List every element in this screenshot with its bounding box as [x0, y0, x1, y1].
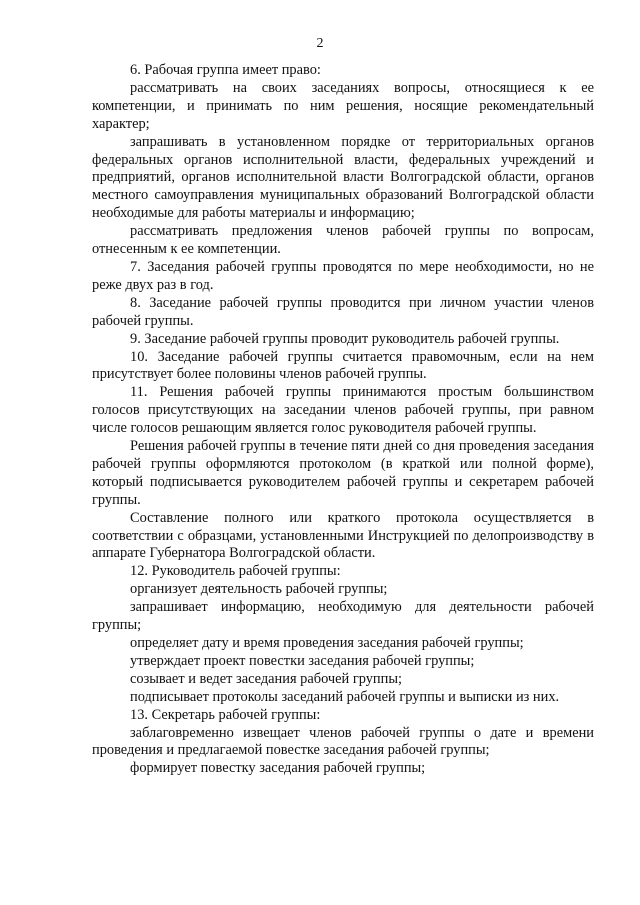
paragraph-item-13-heading: 13. Секретарь рабочей группы:	[130, 706, 321, 723]
paragraph-item-9: 9. Заседание рабочей группы проводит руководитель рабочей группы.	[130, 330, 560, 347]
paragraph-item-11: 11. Решения рабочей группы принимаются простым большинством голосов присутствующих на заседании членов рабочей группы, при равном числе голосов решающим является голос руководителя рабочей группы.	[92, 384, 594, 437]
paragraph-protocol: Составление полного или краткого протокола осуществляется в соответствии с образцами, установленными Инструкцией по делопроизводству в аппарате Губернатора Волгоградской области.	[92, 509, 594, 562]
paragraph-item-12-organizes: организует деятельность рабочей группы;	[130, 581, 388, 598]
paragraph-item-8: 8. Заседание рабочей группы проводится при личном участии членов рабочей группы.	[92, 294, 594, 329]
paragraph-item-13-forms: формирует повестку заседания рабочей группы;	[130, 760, 426, 777]
page-number: 2	[316, 36, 324, 51]
paragraph-item-12-convenes: созывает и ведет заседания рабочей группы;	[130, 670, 402, 687]
paragraph-decisions: Решения рабочей группы в течение пяти дней со дня проведения заседания рабочей группы оформляются протоколом (в краткой или полной форме), который подписывается руководителем рабочей группы и секретарем рабочей группы.	[92, 438, 594, 508]
paragraph-item-12-agenda: утверждает проект повестки заседания рабочей группы;	[130, 652, 475, 669]
paragraph-item-13-notifies: заблаговременно извещает членов рабочей группы о дате и времени проведения и предлагаемой повестке заседания рабочей группы;	[92, 724, 594, 759]
document-body	[92, 62, 594, 778]
paragraph-item-12-heading: 12. Руководитель рабочей группы:	[130, 563, 341, 580]
paragraph-item-6-proposals: рассматривать предложения членов рабочей группы по вопросам, отнесенным к ее компетенции.	[92, 223, 594, 258]
paragraph-item-12-requests: запрашивает информацию, необходимую для деятельности рабочей группы;	[92, 599, 594, 634]
paragraph-item-10: 10. Заседание рабочей группы считается правомочным, если на нем присутствует более половины членов рабочей группы.	[92, 348, 594, 383]
paragraph-item-12-date: определяет дату и время проведения заседания рабочей группы;	[130, 635, 524, 651]
paragraph-item-7: 7. Заседания рабочей группы проводятся по мере необходимости, но не реже двух раз в год.	[92, 258, 594, 293]
paragraph-item-6-heading: 6. Рабочая группа имеет право:	[130, 62, 321, 78]
paragraph-item-6-request: запрашивать в установленном порядке от территориальных органов федеральных органов исполнительной власти, федеральных учреждений и предприятий, органов исполнительной власти Волгоградской области, органов местного самоуправления муниципальных образований Волгоградской области необходимые для работы материалы и информацию;	[92, 133, 594, 222]
paragraph-item-6-consider: рассматривать на своих заседаниях вопросы, относящиеся к ее компетенции, и принимать по ним решения, носящие рекомендательный характер;	[92, 79, 594, 132]
paragraph-item-12-signs: подписывает протоколы заседаний рабочей группы и выписки из них.	[130, 688, 560, 705]
